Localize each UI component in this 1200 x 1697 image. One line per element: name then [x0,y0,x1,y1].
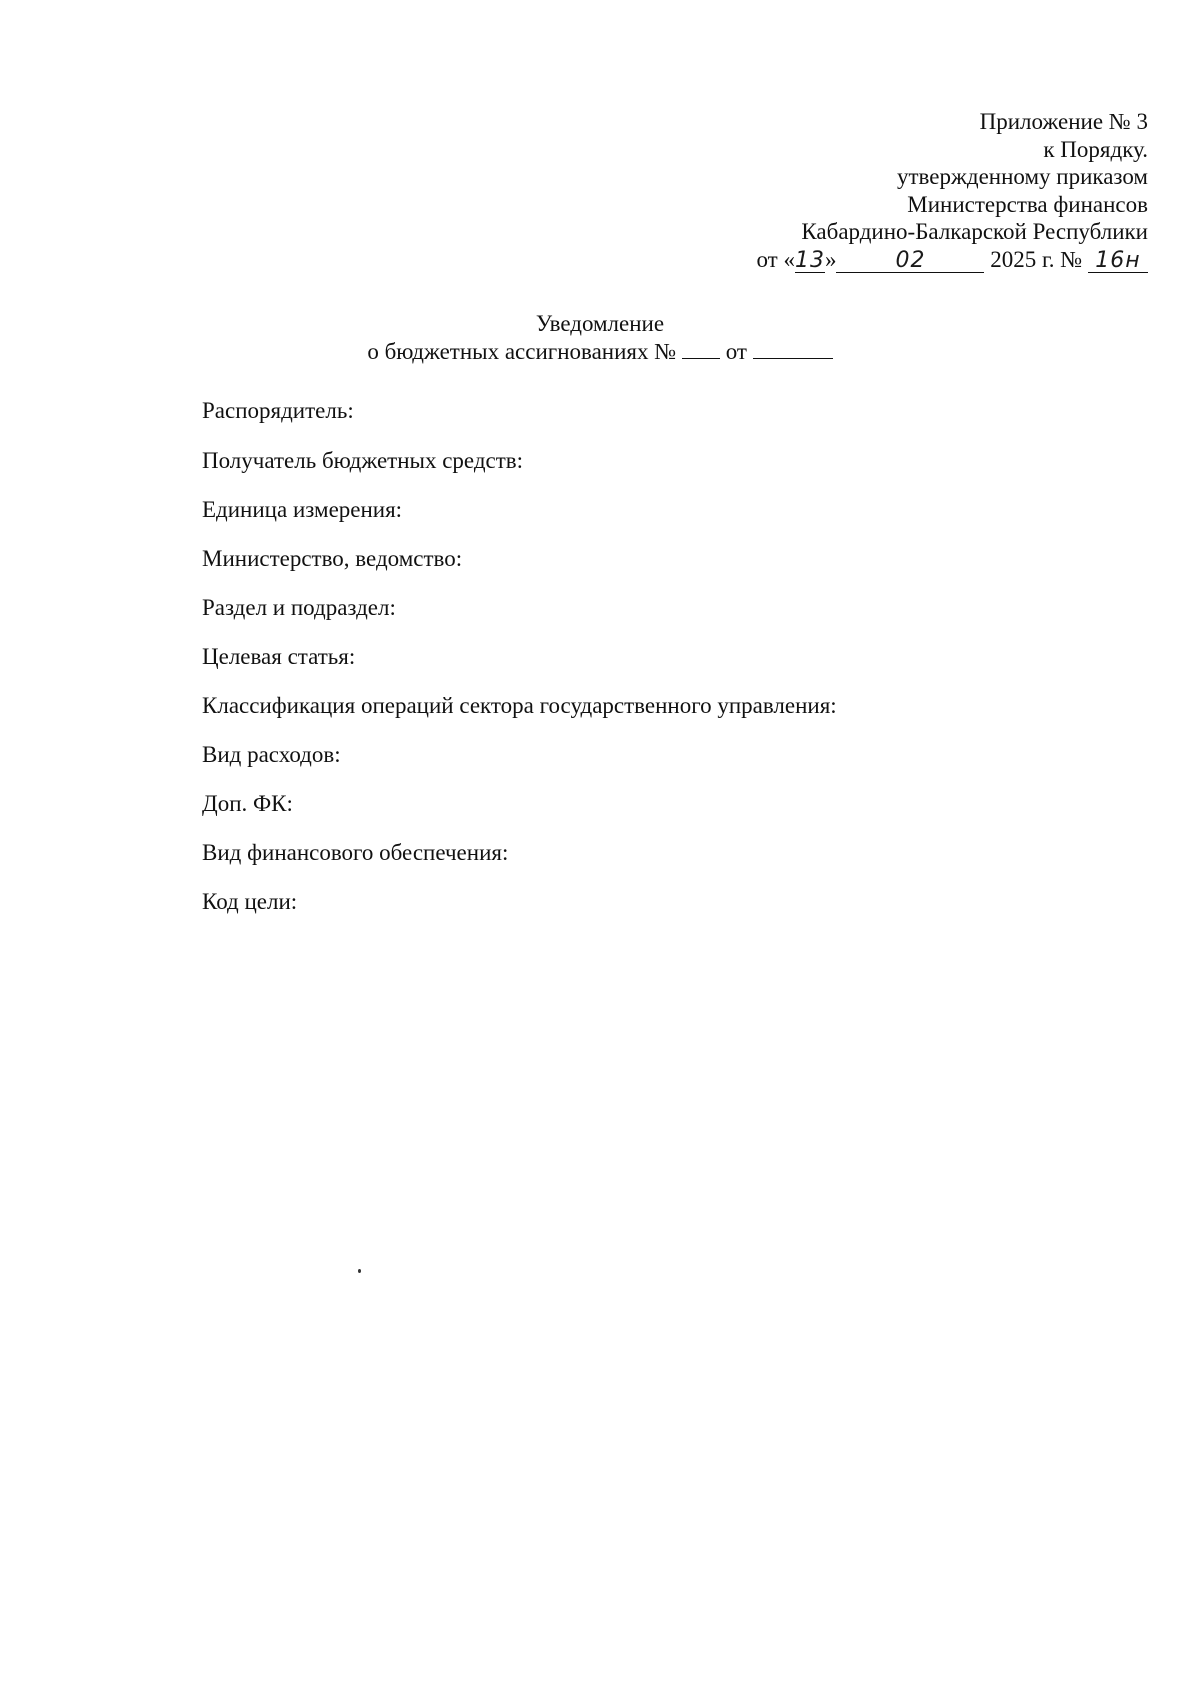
field-unit-of-measure: Единица измерения: [202,497,403,522]
appendix-ministry: Министерства финансов [907,191,1148,217]
subheading-from: от [725,339,747,364]
date-prefix: от « [756,246,795,272]
notice-date-blank [753,340,833,359]
scan-speck [358,1269,361,1273]
subheading-text: о бюджетных ассигнованиях № [367,339,677,364]
appendix-number: Приложение № 3 [979,109,1148,134]
appendix-approved-by: утвержденному приказом [897,164,1148,189]
field-administrator: Распорядитель: [202,398,354,423]
appendix-republic: Кабардино-Балкарской Республики [801,219,1148,244]
title-heading: Уведомление [535,311,665,336]
notice-number-blank [682,340,720,359]
field-target-item: Целевая статья: [202,644,356,669]
appendix-header [756,108,1148,273]
field-purpose-code: Код цели: [202,889,298,914]
order-number-handwritten: 16н [1088,250,1148,273]
field-financial-support-type: Вид финансового обеспечения: [202,840,509,865]
field-section-subsection: Раздел и подраздел: [202,595,396,620]
field-additional-fk: Доп. ФК: [202,791,293,816]
date-day-handwritten: 13 [794,247,825,273]
date-year-suffix: 2025 г. № [990,246,1083,272]
appendix-reference: к Порядку. [1043,136,1148,162]
field-ministry-department: Министерство, ведомство: [202,546,463,571]
appendix-date-line [756,246,1148,274]
date-day-close: » [824,246,837,272]
field-budget-recipient: Получатель бюджетных средств: [202,448,524,473]
title-subheading [0,338,1200,366]
field-gov-sector-operations: Классификация операций сектора государственного управления: [202,693,837,718]
document-title [0,310,1200,366]
date-month-handwritten: 02 [836,250,984,273]
field-expense-type: Вид расходов: [202,742,341,767]
